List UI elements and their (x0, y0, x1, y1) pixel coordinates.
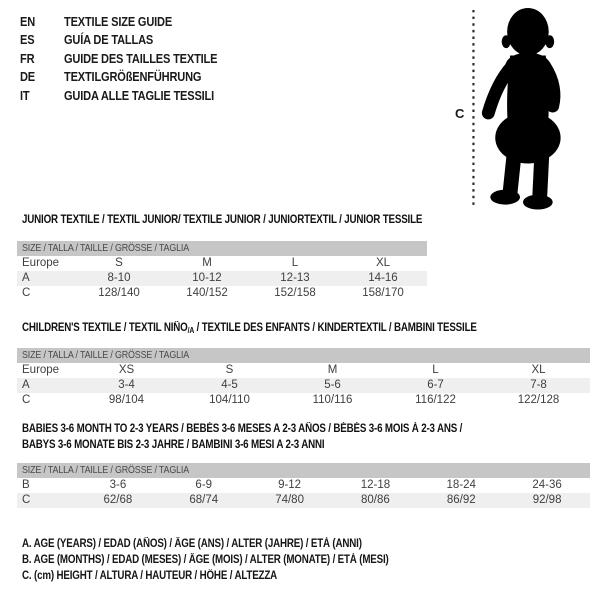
size-cell: 116/122 (415, 394, 456, 406)
lang-label: TEXTILGRÖßENFÜHRUNG (64, 69, 202, 85)
size-cell: 12-13 (280, 272, 310, 284)
babies-table-title (22, 422, 540, 453)
size-cell: 62/68 (103, 494, 133, 506)
title-post: / TEXTILE DES ENFANTS / KINDERTEXTIL / BAMBINI TESSILE (194, 322, 477, 334)
baby-silhouette-figure (448, 4, 593, 212)
size-header-bar (17, 348, 590, 363)
table-row (17, 378, 590, 393)
language-header (20, 13, 244, 105)
children-size-table (17, 348, 590, 408)
footnote-b (22, 552, 453, 568)
row-label: B (22, 479, 30, 491)
size-cell: 74/80 (275, 494, 304, 506)
figure-height-label: C (455, 106, 465, 121)
table-row (17, 393, 590, 408)
lang-code: FR (20, 50, 35, 66)
lang-row-es (20, 31, 244, 49)
row-label: C (22, 287, 31, 299)
size-cell: 12-18 (360, 479, 391, 491)
size-cell: 98/104 (108, 394, 145, 406)
size-cell: 152/158 (274, 287, 316, 299)
lang-row-de (20, 68, 244, 86)
size-header-text: SIZE / TALLA / TAILLE / GRÖSSE / TAGLIA (22, 464, 189, 476)
size-cell: 122/128 (517, 394, 560, 406)
size-cell: XL (375, 257, 391, 269)
size-cell: 3-4 (118, 379, 135, 391)
title-pre: CHILDREN'S TEXTILE / TEXTIL NIÑO (22, 322, 188, 334)
size-cell: 104/110 (209, 394, 250, 406)
lang-code: EN (20, 14, 36, 29)
size-cell: M (327, 364, 338, 376)
table-row (17, 478, 590, 493)
lang-label: TEXTILE SIZE GUIDE (64, 14, 173, 29)
table-row (17, 271, 427, 286)
baby-silhouette (488, 8, 560, 210)
footnote-a (22, 536, 453, 552)
table-row (17, 363, 590, 378)
row-label: A (22, 272, 30, 284)
size-cell: 18-24 (446, 479, 476, 491)
lang-label: GUÍA DE TALLAS (64, 32, 154, 48)
size-cell: S (225, 364, 234, 376)
size-cell: 128/140 (98, 287, 140, 299)
lang-label: GUIDA ALLE TAGLIE TESSILI (64, 87, 215, 103)
row-label: Europe (22, 257, 60, 269)
size-header-bar (17, 241, 427, 256)
children-table-title (22, 321, 557, 339)
row-label: A (22, 379, 30, 391)
row-label: Europe (22, 364, 60, 376)
size-cell: 6-9 (195, 479, 213, 491)
babies-title-line2: BABYS 3-6 MONATE BIS 2-3 JAHRE / BAMBINI 3-6 MESI A 2-3 ANNI (22, 438, 325, 451)
lang-code: IT (20, 87, 30, 103)
lang-row-fr (20, 50, 244, 68)
size-cell: 9-12 (278, 479, 302, 491)
footnote-a-text: A. AGE (YEARS) / EDAD (AÑOS) / ÂGE (ANS) / ALTER (JAHRE) / ETÀ (ANNI) (22, 538, 362, 550)
size-cell: 5-6 (324, 379, 341, 391)
junior-table-title (22, 213, 493, 229)
table-row (17, 493, 590, 508)
size-cell: 3-6 (109, 479, 127, 491)
lang-row-en (20, 13, 244, 31)
lang-code: ES (20, 32, 35, 48)
size-cell: 7-8 (530, 379, 547, 391)
size-cell: 158/170 (362, 287, 404, 299)
size-cell: 68/74 (189, 494, 219, 506)
row-label: C (22, 494, 31, 506)
row-label: C (22, 394, 31, 406)
size-header-text: SIZE / TALLA / TAILLE / GRÖSSE / TAGLIA (22, 349, 189, 361)
size-cell: S (115, 257, 123, 269)
babies-title-line1: BABIES 3-6 MONTH TO 2-3 YEARS / BEBÉS 3-6 MESES A 2-3 AÑOS / BÉBÉS 3-6 MOIS À 2-3 ANS / (22, 423, 463, 435)
size-cell: L (291, 257, 299, 269)
babies-size-table (17, 463, 590, 508)
size-cell: 86/92 (446, 494, 476, 506)
size-cell: 4-5 (221, 379, 238, 391)
size-cell: 6-7 (427, 379, 444, 391)
children-table-title-text (22, 321, 477, 339)
lang-row-it (20, 87, 244, 105)
title-subscript: /A (187, 326, 195, 335)
size-cell: 140/152 (186, 287, 228, 299)
footnote-b-text: B. AGE (MONTHS) / EDAD (MESES) / ÂGE (MOIS) / ALTER (MONATE) / ETÀ (MESI) (22, 554, 389, 567)
size-cell: 110/116 (312, 394, 353, 406)
size-cell: 92/98 (532, 494, 562, 506)
footnotes (22, 536, 453, 585)
junior-size-table (17, 241, 427, 301)
size-cell: 8-10 (107, 272, 131, 284)
size-cell: XL (531, 364, 546, 376)
size-cell: M (202, 257, 212, 269)
lang-code: DE (20, 69, 36, 85)
size-cell: 24-36 (532, 479, 562, 491)
size-cell: L (432, 364, 439, 376)
size-cell: 10-12 (192, 272, 222, 284)
table-row (17, 286, 427, 301)
size-cell: 80/86 (361, 494, 390, 506)
table-row (17, 256, 427, 271)
footnote-c-text: C. (cm) HEIGHT / ALTURA / HAUTEUR / HÖHE / ALTEZZA (22, 570, 278, 583)
size-cell: 14-16 (368, 272, 398, 284)
size-cell: XS (118, 364, 135, 376)
size-header-bar (17, 463, 590, 478)
size-header-text: SIZE / TALLA / TAILLE / GRÖSSE / TAGLIA (22, 242, 189, 254)
lang-label: GUIDE DES TAILLES TEXTILE (64, 50, 218, 66)
junior-table-title-text: JUNIOR TEXTILE / TEXTIL JUNIOR/ TEXTILE JUNIOR / JUNIORTEXTIL / JUNIOR TESSILE (22, 214, 423, 226)
footnote-c (22, 568, 453, 584)
